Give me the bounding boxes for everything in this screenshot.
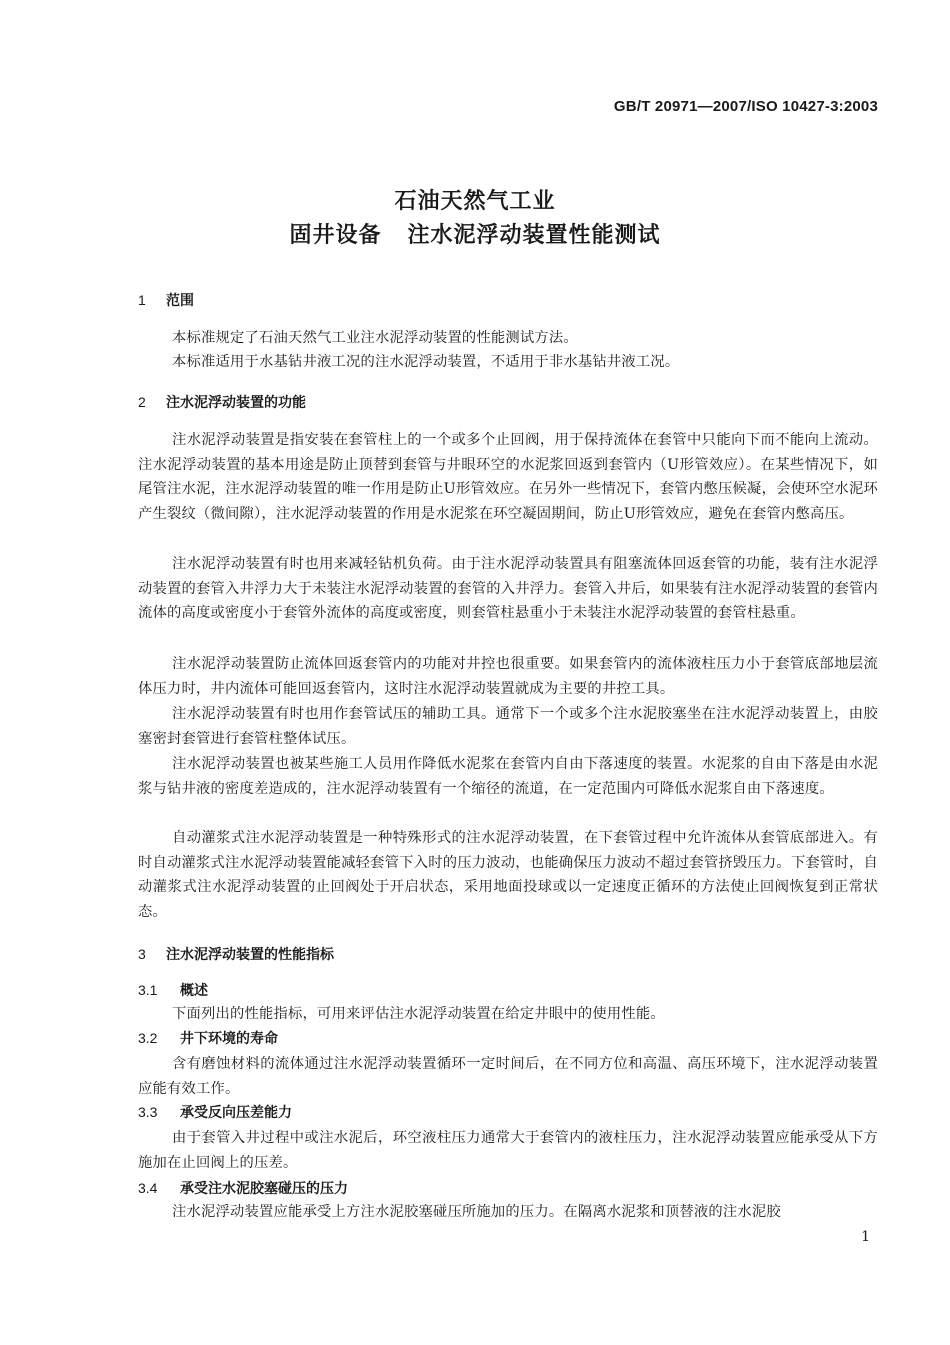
document-title-line-1: 石油天然气工业 bbox=[394, 189, 556, 214]
subsection-title: 井下环境的寿命 bbox=[180, 1031, 278, 1047]
section-3-heading bbox=[138, 944, 334, 964]
subsection-title: 承受注水泥胶塞碰压的压力 bbox=[180, 1181, 348, 1197]
document-title-line-2 bbox=[0, 218, 950, 249]
title-part-test: 注水泥浮动装置性能测试 bbox=[407, 223, 661, 248]
section-3-2-paragraph: 含有磨蚀材料的流体通过注水泥浮动装置循环一定时间后，在不同方位和高温、高压环境下，注水泥浮动装置应能有效工作。 bbox=[138, 1056, 878, 1097]
section-3-3-paragraph: 由于套管入井过程中或注水泥后，环空液柱压力通常大于套管内的液柱压力，注水泥浮动装置应能承受从下方施加在止回阀上的压差。 bbox=[138, 1130, 878, 1171]
section-2-paragraph-3: 注水泥浮动装置防止流体回返套管内的功能对井控也很重要。如果套管内的流体液柱压力小于套管底部地层流体压力时，井内流体可能回返套管内，这时注水泥浮动装置就成为主要的井控工具。 bbox=[138, 656, 878, 697]
section-3-3-heading bbox=[138, 1102, 292, 1122]
subsection-number: 3.1 bbox=[138, 982, 158, 998]
section-3-4-heading bbox=[138, 1178, 348, 1198]
section-1-heading bbox=[138, 290, 194, 310]
section-2-paragraph-1: 注水泥浮动装置是指安装在套管柱上的一个或多个止回阀，用于保持流体在套管中只能向下而不能向上流动。注水泥浮动装置的基本用途是防止顶替到套管与井眼环空的水泥浆回返到套管内（U形管效应）。在某些情况下，如尾管注水泥，注水泥浮动装置的唯一作用是防止U形管效应。在另外一些情况下，套管内憋压候凝，会使环空水泥环产生裂纹（微间隙），注水泥浮动装置的作用是水泥浆在环空凝固期间，防止U形管效应，避免在套管内憋高压。 bbox=[138, 432, 878, 522]
subsection-title: 承受反向压差能力 bbox=[180, 1105, 292, 1121]
section-2-paragraph-4: 注水泥浮动装置有时也用作套管试压的辅助工具。通常下一个或多个注水泥胶塞坐在注水泥浮动装置上，由胶塞密封套管进行套管柱整体试压。 bbox=[138, 706, 878, 747]
section-3-1-heading bbox=[138, 980, 208, 1000]
section-2-heading bbox=[138, 392, 306, 412]
section-3-1-paragraph: 下面列出的性能指标，可用来评估注水泥浮动装置在给定井眼中的使用性能。 bbox=[172, 1006, 665, 1022]
title-part-equipment: 固井设备 bbox=[289, 223, 382, 248]
section-2-paragraph-5: 注水泥浮动装置也被某些施工人员用作降低水泥浆在套管内自由下落速度的装置。水泥浆的自由下落是由水泥浆与钻井液的密度差造成的，注水泥浮动装置有一个缩径的流道，在一定范围内可降低水泥浆自由下落速度。 bbox=[138, 756, 878, 797]
standard-code: GB/T 20971—2007/ISO 10427-3:2003 bbox=[613, 98, 878, 115]
section-3-2-heading bbox=[138, 1028, 278, 1048]
section-2-paragraph-2: 注水泥浮动装置有时也用来减轻钻机负荷。由于注水泥浮动装置具有阻塞流体回返套管的功能，装有注水泥浮动装置的套管入井浮力大于未装注水泥浮动装置的套管的入井浮力。套管入井后，如果装有注水泥浮动装置的套管内流体的高度或密度小于套管外流体的高度或密度，则套管柱悬重小于未装注水泥浮动装置的套管柱悬重。 bbox=[138, 556, 878, 621]
page-number: 1 bbox=[861, 1229, 870, 1245]
section-2-paragraph-6: 自动灌浆式注水泥浮动装置是一种特殊形式的注水泥浮动装置，在下套管过程中允许流体从套管底部进入。有时自动灌浆式注水泥浮动装置能减轻套管下入时的压力波动，也能确保压力波动不超过套管挤毁压力。下套管时，自动灌浆式注水泥浮动装置的止回阀处于开启状态，采用地面投球或以一定速度正循环的方法使止回阀恢复到正常状态。 bbox=[138, 830, 878, 920]
section-title: 注水泥浮动装置的性能指标 bbox=[166, 947, 334, 963]
section-number: 1 bbox=[138, 292, 146, 308]
subsection-number: 3.4 bbox=[138, 1180, 158, 1196]
section-number: 3 bbox=[138, 946, 146, 962]
subsection-number: 3.2 bbox=[138, 1030, 158, 1046]
section-title: 注水泥浮动装置的功能 bbox=[166, 395, 306, 411]
subsection-title: 概述 bbox=[180, 983, 208, 999]
section-1-paragraph-1: 本标准规定了石油天然气工业注水泥浮动装置的性能测试方法。 bbox=[172, 330, 578, 346]
section-title: 范围 bbox=[166, 293, 194, 309]
subsection-number: 3.3 bbox=[138, 1104, 158, 1120]
section-1-paragraph-2: 本标准适用于水基钻井液工况的注水泥浮动装置，不适用于非水基钻井液工况。 bbox=[172, 354, 680, 370]
section-number: 2 bbox=[138, 394, 146, 410]
section-3-4-paragraph: 注水泥浮动装置应能承受上方注水泥胶塞碰压所施加的压力。在隔离水泥浆和顶替液的注水泥胶 bbox=[172, 1204, 781, 1220]
